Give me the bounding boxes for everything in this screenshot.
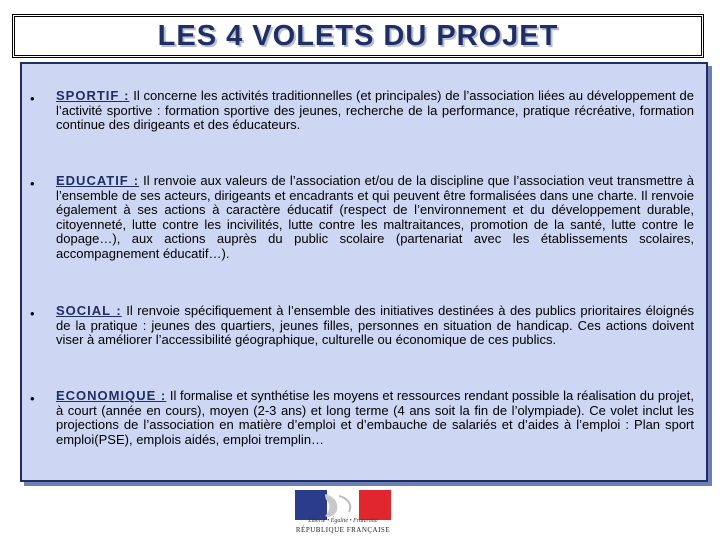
- list-item-educatif: [22, 174, 706, 261]
- title-frame: [12, 14, 704, 58]
- republique-francaise-logo: [293, 490, 393, 534]
- item-paragraph: [56, 174, 694, 261]
- bullet-icon: •: [30, 391, 35, 406]
- logo-name: RÉPUBLIQUE FRANÇAISE: [295, 526, 391, 534]
- bullet-icon: •: [30, 91, 35, 106]
- content-panel: [20, 62, 708, 482]
- item-paragraph: [56, 389, 694, 447]
- list-item-sportif: [22, 89, 706, 133]
- item-keyword: ECONOMIQUE :: [56, 388, 167, 403]
- page-title: LES 4 VOLETS DU PROJET: [157, 19, 559, 52]
- logo-motto: Liberté • Égalité • Fraternité: [308, 518, 378, 524]
- item-paragraph: [56, 304, 694, 348]
- item-keyword: SOCIAL :: [56, 303, 122, 318]
- marianne-flag-icon: [295, 490, 391, 520]
- item-text: Il concerne les activités traditionnelles (et principales) de l’association liées au développement de l’activité sportive : formation sportive des jeunes, recherche de la performance, pratique récréative, formation continue des dirigeants et des éducateurs.: [56, 88, 695, 132]
- item-text: Il formalise et synthétise les moyens et ressources rendant possible la réalisation du projet, à court (année en cours), moyen (2-3 ans) et long terme (4 ans soit la fin de l’olympiade). Ce volet inclut les projections de l’association en matière d’emploi et d’embauche de salariés et d’aides à l’emploi : Plan sport emploi(PSE), emplois aidés, emploi tremplin…: [56, 388, 694, 447]
- list-item-economique: [22, 389, 706, 447]
- item-keyword: EDUCATIF :: [56, 173, 140, 188]
- item-text: Il renvoie spécifiquement à l’ensemble des initiatives destinées à des publics prioritaires éloignés de la pratique : jeunes des quartiers, jeunes filles, personnes en situation de handicap. Ces actions doivent viser à améliorer l’accessibilité géographique, culturelle ou économique de ces publics.: [56, 303, 694, 347]
- list-item-social: [22, 304, 706, 348]
- item-keyword: SPORTIF :: [56, 88, 130, 103]
- bullet-icon: •: [30, 176, 35, 191]
- item-text: Il renvoie aux valeurs de l’association et/ou de la discipline que l’association veut transmettre à l’ensemble de ses acteurs, dirigeants et encadrants et qui peuvent être formalisées dans une charte. Il renvoie également à ses actions à caractère éducatif (respect de l’environnement et du développement durable, citoyenneté, lutte contre les incivilités, lutte contre les maltraitances, promotion de la santé, lutte contre le dopage…), aux actions auprès du public scolaire (partenariat avec les établissements scolaires, accompagnement éducatif…).: [56, 173, 694, 261]
- bullet-icon: •: [30, 306, 35, 321]
- item-paragraph: [56, 89, 694, 133]
